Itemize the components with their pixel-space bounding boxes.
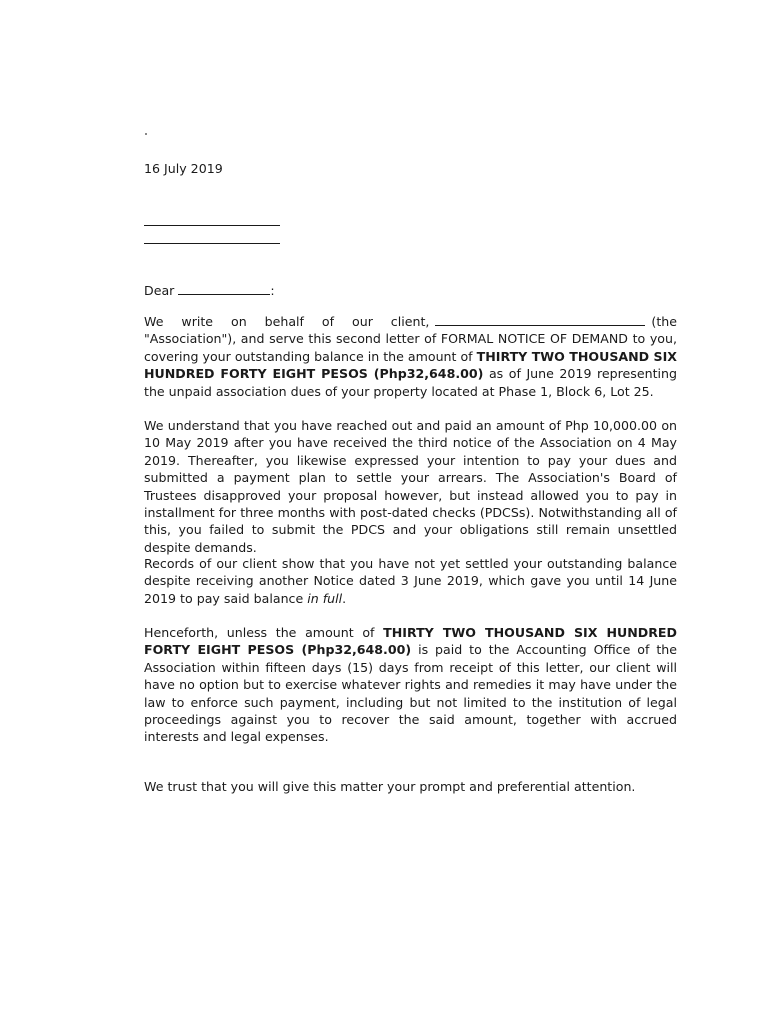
salutation-prefix: Dear	[144, 283, 175, 298]
paragraph-notice	[144, 313, 677, 400]
p1-text-2: (the "Association"), and serve this second letter of FORMAL NOTICE OF DEMAND to you, covering your outstanding balance in the amount of	[144, 314, 677, 364]
paragraph-records	[144, 555, 677, 607]
p4-amount: THIRTY TWO THOUSAND SIX HUNDRED FORTY EIGHT PESOS (Php32,648.00)	[144, 625, 677, 658]
salutation	[144, 282, 275, 300]
recipient-blank	[178, 282, 270, 295]
paragraph-closing: We trust that you will give this matter your prompt and preferential attention.	[144, 779, 636, 794]
p3-emphasis: in full	[307, 590, 343, 606]
paragraph-demand	[144, 624, 677, 746]
p3-text-2: .	[342, 590, 347, 606]
recipient-address-blank	[144, 243, 280, 244]
p1-amount: THIRTY TWO THOUSAND SIX HUNDRED FORTY EIGHT PESOS (Php32,648.00)	[144, 348, 677, 382]
p4-text-2: is paid to the Accounting Office of the Association within fifteen days (15) days from receipt of this letter, our client will have no option but to exercise whatever rights and remedies it may have under the law to enforce such payment, including but not limited to the institution of legal proceedings against you to recover the said amount, together with accrued interests and legal expenses.	[144, 642, 677, 745]
p1-text-3: as of June 2019 representing the unpaid association dues of your property located at Phase 1, Block 6, Lot 25.	[144, 366, 677, 399]
salutation-suffix: :	[270, 283, 275, 298]
p3-text-1: Records of our client show that you have not yet settled your outstanding balance despite receiving another Notice dated 3 June 2019, which gave you until 14 June 2019 to pay said balance	[144, 556, 677, 606]
stray-mark	[145, 133, 147, 135]
paragraph-history: We understand that you have reached out and paid an amount of Php 10,000.00 on 10 May 2019 after you have received the third notice of the Association on 4 May 2019. Thereafter, you likewise expressed your intention to pay your dues and submitted a payment plan to settle your arrears. The Association's Board of Trustees disapproved your proposal however, but instead allowed you to pay in installment for three months with post-dated checks (PDCSs). Notwithstanding all of this, you failed to submit the PDCS and your obligations still remain unsettled despite demands.	[144, 418, 677, 555]
p1-text-1: We write on behalf of our client,	[144, 314, 430, 329]
client-name-blank	[435, 313, 645, 326]
p4-text-1: Henceforth, unless the amount of	[144, 625, 375, 640]
letter-date: 16 July 2019	[144, 161, 223, 176]
recipient-name-blank	[144, 225, 280, 226]
